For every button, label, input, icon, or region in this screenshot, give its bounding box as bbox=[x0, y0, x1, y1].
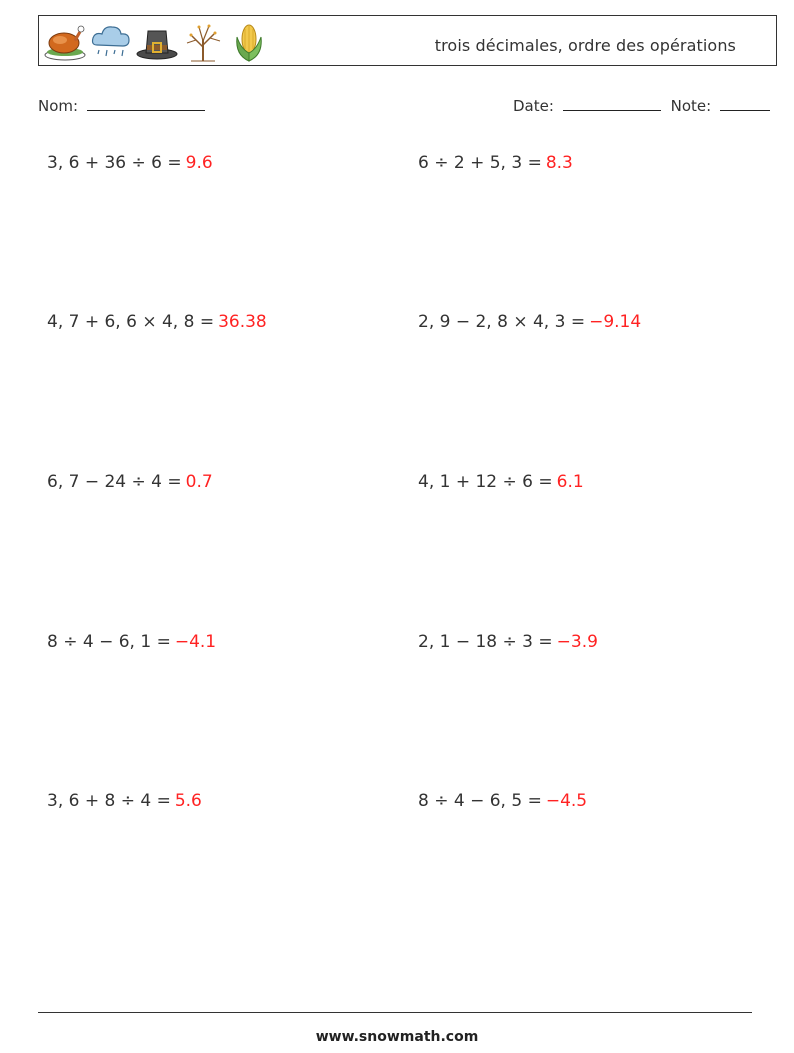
problem-answer: −3.9 bbox=[556, 632, 598, 652]
problem-2 bbox=[418, 153, 573, 173]
header-icons bbox=[43, 20, 271, 64]
problem-3 bbox=[47, 312, 267, 332]
problem-8 bbox=[418, 632, 598, 652]
problem-1 bbox=[47, 153, 213, 173]
problem-5 bbox=[47, 472, 213, 492]
footer-divider bbox=[38, 1012, 752, 1013]
date-grade-fields bbox=[513, 94, 770, 115]
problem-7 bbox=[47, 632, 216, 652]
problem-expression: 3, 6 + 36 ÷ 6 = bbox=[47, 153, 182, 173]
problem-10 bbox=[418, 791, 587, 811]
problem-expression: 2, 1 − 18 ÷ 3 = bbox=[418, 632, 553, 652]
problem-expression: 6 ÷ 2 + 5, 3 = bbox=[418, 153, 542, 173]
date-label: Date: bbox=[512, 97, 554, 115]
problem-6 bbox=[418, 472, 584, 492]
problem-answer: 6.1 bbox=[556, 472, 584, 492]
problem-expression: 8 ÷ 4 − 6, 1 = bbox=[47, 632, 171, 652]
bare-tree-icon bbox=[181, 21, 225, 63]
problem-answer: 0.7 bbox=[185, 472, 213, 492]
problem-expression: 4, 7 + 6, 6 × 4, 8 = bbox=[47, 312, 215, 332]
problem-answer: −9.14 bbox=[589, 312, 642, 332]
grade-blank bbox=[720, 94, 770, 111]
worksheet-title: trois décimales, ordre des opérations bbox=[434, 36, 736, 55]
rain-cloud-icon bbox=[89, 21, 133, 63]
problem-answer: 8.3 bbox=[545, 153, 573, 173]
date-blank bbox=[563, 94, 661, 111]
problem-expression: 2, 9 − 2, 8 × 4, 3 = bbox=[418, 312, 586, 332]
grade-label: Note: bbox=[670, 97, 712, 115]
name-blank bbox=[87, 94, 205, 111]
problem-expression: 4, 1 + 12 ÷ 6 = bbox=[418, 472, 553, 492]
roast-turkey-icon bbox=[43, 21, 87, 63]
name-label: Nom: bbox=[38, 97, 79, 115]
corn-icon bbox=[227, 21, 271, 63]
problem-expression: 3, 6 + 8 ÷ 4 = bbox=[47, 791, 171, 811]
pilgrim-hat-icon bbox=[135, 21, 179, 63]
problem-answer: −4.5 bbox=[545, 791, 588, 811]
problem-expression: 6, 7 − 24 ÷ 4 = bbox=[47, 472, 182, 492]
problem-4 bbox=[418, 312, 641, 332]
problem-expression: 8 ÷ 4 − 6, 5 = bbox=[418, 791, 542, 811]
date-field bbox=[513, 94, 661, 115]
name-field bbox=[38, 94, 205, 115]
problem-answer: 5.6 bbox=[174, 791, 202, 811]
problem-answer: 36.38 bbox=[218, 312, 267, 332]
problem-9 bbox=[47, 791, 202, 811]
problem-answer: 9.6 bbox=[185, 153, 213, 173]
footer-url: www.snowmath.com bbox=[315, 1029, 479, 1045]
grade-field bbox=[671, 94, 770, 115]
worksheet-header bbox=[38, 15, 777, 66]
problem-answer: −4.1 bbox=[174, 632, 217, 652]
